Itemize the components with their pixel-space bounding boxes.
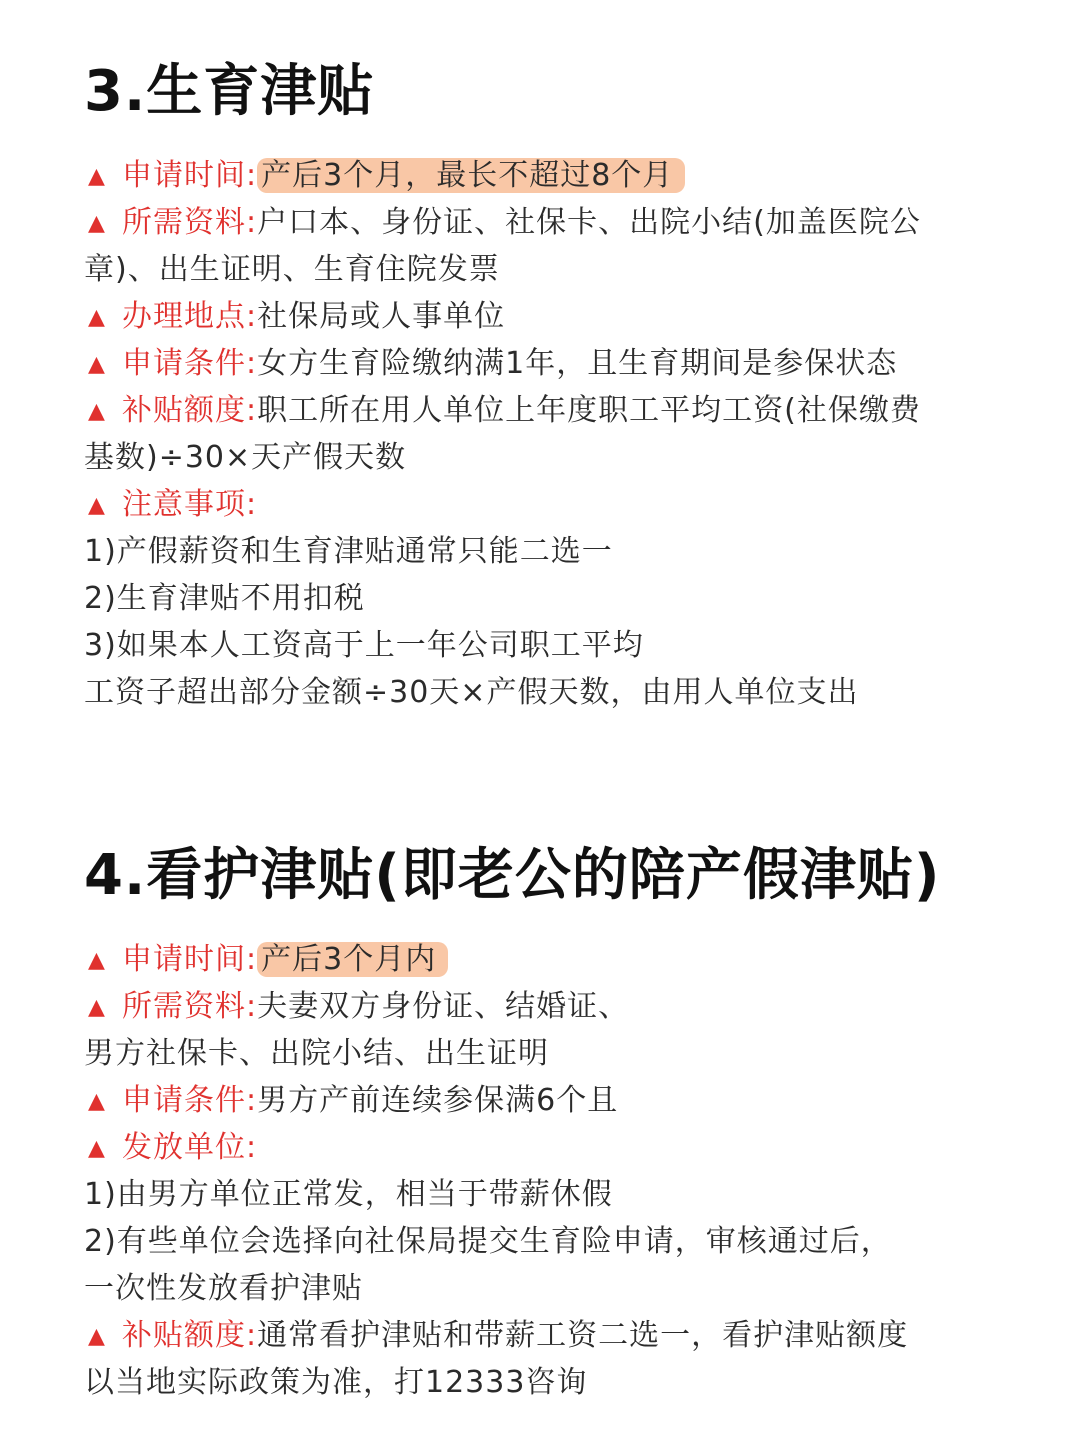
row-value: 男方产前连续参保满6个且 (257, 1083, 619, 1118)
section-maternity-allowance (84, 52, 1014, 716)
row-value: 女方生育险缴纳满1年，且生育期间是参保状态 (257, 346, 898, 381)
triangle-marker-icon: ▲ (88, 352, 106, 377)
row-value: 夫妻双方身份证、结婚证、 (257, 989, 630, 1024)
row-apply-time (84, 936, 1014, 983)
row-label: 所需资料: (122, 205, 258, 240)
row-label: 补贴额度: (122, 1318, 258, 1353)
triangle-marker-icon: ▲ (88, 1324, 106, 1349)
row-value: 社保局或人事单位 (257, 299, 506, 334)
triangle-marker-icon: ▲ (88, 493, 106, 518)
row-continuation: 基数)÷30×天产假天数 (84, 440, 407, 475)
row-label: 注意事项: (122, 487, 258, 522)
row-label: 申请条件: (122, 346, 258, 381)
note-item: 3)如果本人工资高于上一年公司职工平均 (84, 628, 644, 663)
triangle-marker-icon: ▲ (88, 164, 106, 189)
row-label: 办理地点: (122, 299, 258, 334)
section-paternity-allowance (84, 836, 1014, 1406)
row-continuation: 男方社保卡、出院小结、出生证明 (84, 1036, 549, 1071)
row-label: 申请时间: (122, 158, 258, 193)
triangle-marker-icon: ▲ (88, 995, 106, 1020)
triangle-marker-icon: ▲ (88, 948, 106, 973)
triangle-marker-icon: ▲ (88, 305, 106, 330)
row-required-materials (84, 983, 1014, 1030)
row-value: 职工所在用人单位上年度职工平均工资(社保缴费 (257, 393, 921, 428)
note-item: 2)生育津贴不用扣税 (84, 581, 365, 616)
row-apply-time (84, 152, 1014, 199)
row-conditions (84, 340, 1014, 387)
row-continuation: 以当地实际政策为准，打12333咨询 (84, 1365, 588, 1400)
note-item: 1)由男方单位正常发，相当于带薪休假 (84, 1177, 613, 1212)
row-required-materials (84, 199, 1014, 246)
row-notes-heading (84, 481, 1014, 528)
row-subsidy-amount (84, 1312, 1014, 1359)
row-label: 所需资料: (122, 989, 258, 1024)
row-value: 通常看护津贴和带薪工资二选一，看护津贴额度 (257, 1318, 909, 1353)
row-label: 申请时间: (122, 942, 258, 977)
highlighted-value: 产后3个月，最长不超过8个月 (257, 158, 685, 193)
row-value: 户口本、身份证、社保卡、出院小结(加盖医院公 (257, 205, 921, 240)
row-label: 补贴额度: (122, 393, 258, 428)
row-label: 申请条件: (122, 1083, 258, 1118)
row-location (84, 293, 1014, 340)
row-issuer-heading (84, 1124, 1014, 1171)
section-title: 3.生育津贴 (84, 59, 375, 124)
row-label: 发放单位: (122, 1130, 258, 1165)
section-title: 4.看护津贴(即老公的陪产假津贴) (84, 843, 941, 908)
triangle-marker-icon: ▲ (88, 399, 106, 424)
note-item: 1)产假薪资和生育津贴通常只能二选一 (84, 534, 613, 569)
row-conditions (84, 1077, 1014, 1124)
triangle-marker-icon: ▲ (88, 1089, 106, 1114)
triangle-marker-icon: ▲ (88, 211, 106, 236)
triangle-marker-icon: ▲ (88, 1136, 106, 1161)
note-item: 2)有些单位会选择向社保局提交生育险申请，审核通过后， (84, 1224, 892, 1259)
note-item: 工资子超出部分金额÷30天×产假天数，由用人单位支出 (84, 675, 859, 710)
note-item: 一次性发放看护津贴 (84, 1271, 363, 1306)
row-continuation: 章)、出生证明、生育住院发票 (84, 252, 500, 287)
highlighted-value: 产后3个月内 (257, 942, 448, 977)
row-subsidy-amount (84, 387, 1014, 434)
